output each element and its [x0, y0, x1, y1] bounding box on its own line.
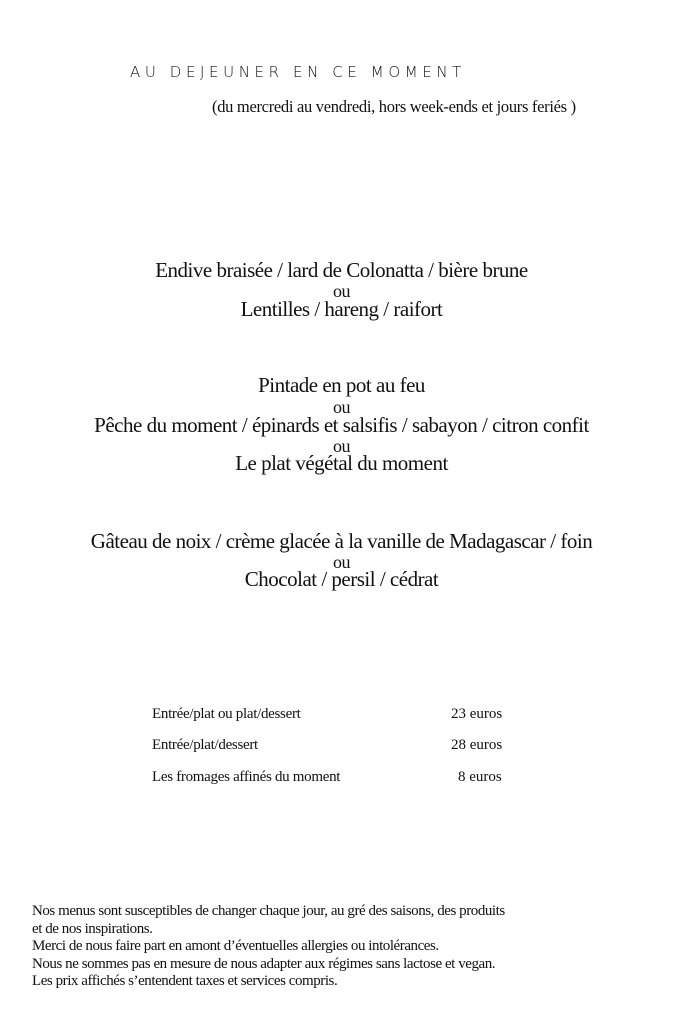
- or-separator: ou: [333, 397, 350, 417]
- footer-line: et de nos inspirations.: [32, 920, 153, 937]
- footer-line: Merci de nous faire part en amont d’éventuelles allergies ou intolérances.: [32, 938, 439, 955]
- dish: Le plat végétal du moment: [235, 451, 448, 475]
- or-separator: ou: [333, 281, 350, 301]
- price-label: Entrée/plat ou plat/dessert: [152, 706, 301, 722]
- dish: Chocolat / persil / cédrat: [244, 567, 439, 591]
- dish: Endive braisée / lard de Colonatta / bière brune: [155, 258, 528, 282]
- or-separator: ou: [333, 436, 350, 456]
- dish: Pintade en pot au feu: [258, 373, 425, 397]
- price-value: 8 euros: [458, 769, 502, 785]
- footer-notes: [32, 903, 505, 991]
- dish: Gâteau de noix / crème glacée à la vanille de Madagascar / foin: [90, 529, 593, 553]
- footer-line: Nous ne sommes pas en mesure de nous adapter aux régimes sans lactose et vegan.: [32, 955, 496, 972]
- menu-subtitle: (du mercredi au vendredi, hors week-ends et jours feriés ): [212, 97, 576, 116]
- price-label: Les fromages affinés du moment: [152, 769, 341, 785]
- dish: Lentilles / hareng / raifort: [240, 297, 443, 321]
- price-label: Entrée/plat/dessert: [152, 737, 258, 753]
- footer-line: Nos menus sont susceptibles de changer chaque jour, au gré des saisons, des produits: [32, 903, 505, 919]
- menu-title: AU DEJEUNER EN CE MOMENT: [130, 63, 466, 81]
- dish: Pêche du moment / épinards et salsifis / sabayon / citron confit: [94, 413, 589, 437]
- footer-line: Les prix affichés s’entendent taxes et services compris.: [32, 973, 338, 990]
- price-value: 23 euros: [451, 706, 503, 722]
- or-separator: ou: [333, 552, 350, 572]
- price-value: 28 euros: [451, 737, 503, 753]
